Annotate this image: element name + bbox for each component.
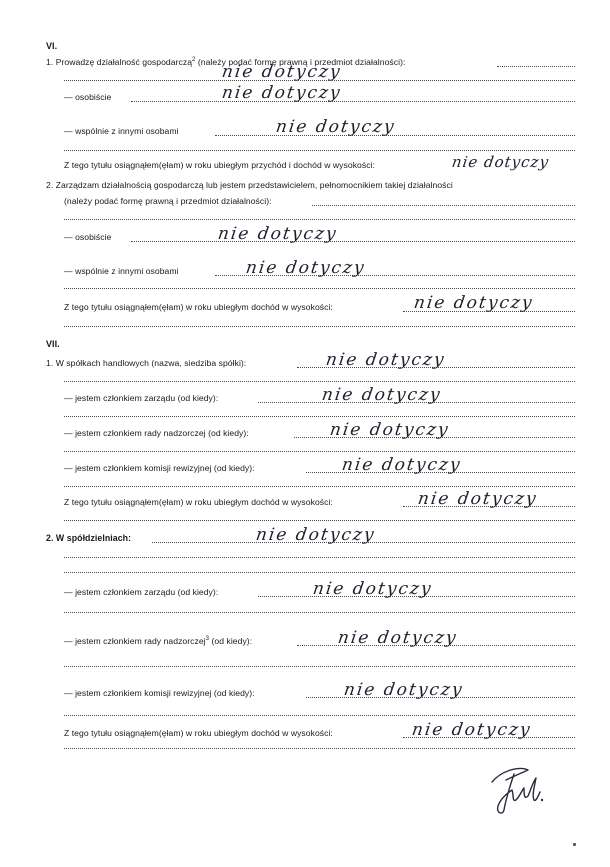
vi-item2-income-answer: nie dotyczy [412, 293, 535, 313]
vi-item2-osobiscie-answer: nie dotyczy [216, 224, 339, 244]
dotted-line [64, 748, 575, 749]
dotted-line [64, 666, 575, 667]
dotted-line [64, 80, 575, 81]
vii-item1-zarzad-answer: nie dotyczy [320, 385, 443, 405]
signature-image [484, 760, 550, 820]
vi-item1-osobiscie-answer: nie dotyczy [220, 83, 343, 103]
vi-item2-wspolnie-label: — wspólnie z innymi osobami [64, 266, 179, 276]
vi-item2-label-line2: (należy podać formę prawną i przedmiot działalności): [64, 196, 272, 206]
dotted-line [497, 66, 575, 67]
vii-item2-zarzad-answer: nie dotyczy [311, 579, 434, 599]
vii-item2-label: 2. W spółdzielniach: [46, 533, 132, 543]
vi-item1-wspolnie-label: — wspólnie z innymi osobami [64, 126, 179, 136]
dotted-line [64, 288, 575, 289]
vii-item2-answer: nie dotyczy [254, 525, 377, 545]
vii-item2-komisja-answer: nie dotyczy [342, 680, 465, 700]
vi-item2-income-label: Z tego tytułu osiągnąłem(ęłam) w roku ubiegłym dochód w wysokości: [64, 302, 333, 312]
dotted-line [215, 135, 575, 136]
dotted-line [64, 557, 575, 558]
dotted-line [64, 715, 575, 716]
vi-item1-osobiscie-label: — osobiście [64, 92, 112, 102]
vii-item1-label: 1. W spółkach handlowych (nazwa, siedziba spółki): [46, 358, 247, 368]
vii-item1-answer: nie dotyczy [324, 350, 447, 370]
dotted-line [64, 520, 575, 521]
vi-item2-osobiscie-label: — osobiście [64, 232, 112, 242]
dotted-line [64, 572, 575, 573]
dotted-line [312, 205, 575, 206]
vii-item2-rada-answer: nie dotyczy [336, 628, 459, 648]
dotted-line [64, 416, 575, 417]
vii-item1-komisja-answer: nie dotyczy [340, 455, 463, 475]
vi-item1-label: 1. Prowadzę działalność gospodarczą$^2$ (należy podać formę prawną i przedmiot działalności): [46, 57, 406, 67]
vii-item1-income-answer: nie dotyczy [416, 489, 539, 509]
dotted-line [131, 101, 575, 102]
vii-item1-zarzad-label: — jestem członkiem zarządu (od kiedy): [64, 393, 219, 403]
section-vii-heading: VII. [46, 339, 60, 349]
vii-item1-income-label: Z tego tytułu osiągnąłem(ęłam) w roku ubiegłym dochód w wysokości: [64, 497, 333, 507]
dotted-line [64, 326, 575, 327]
vi-item2-label-line1: 2. Zarządzam działalnością gospodarczą lub jestem przedstawicielem, pełnomocnikiem takiej działalności [46, 180, 453, 190]
dotted-line [64, 381, 575, 382]
dotted-line [131, 241, 575, 242]
dotted-line [64, 150, 575, 151]
vii-item2-komisja-label: — jestem członkiem komisji rewizyjnej (od kiedy): [64, 688, 255, 698]
dotted-line [64, 612, 575, 613]
page-mark [573, 843, 576, 846]
vii-item1-komisja-label: — jestem członkiem komisji rewizyjnej (od kiedy): [64, 463, 255, 473]
vii-item2-income-label: Z tego tytułu osiągnąłem(ęłam) w roku ubiegłym dochód w wysokości: [64, 728, 333, 738]
vii-item2-income-answer: nie dotyczy [410, 720, 533, 740]
vi-item1-income-answer: nie dotyczy [450, 153, 551, 171]
vi-item1-wspolnie-answer: nie dotyczy [274, 117, 397, 137]
dotted-line [64, 219, 575, 220]
vii-item1-rada-answer: nie dotyczy [328, 420, 451, 440]
vi-item1-income-label: Z tego tytułu osiągnąłem(ęłam) w roku ubiegłym przychód i dochód w wysokości: [64, 160, 375, 170]
dotted-line [64, 486, 575, 487]
vii-item2-zarzad-label: — jestem członkiem zarządu (od kiedy): [64, 587, 219, 597]
section-vi-heading: VI. [46, 41, 58, 51]
vii-item1-rada-label: — jestem członkiem rady nadzorczej (od kiedy): [64, 428, 249, 438]
dotted-line [64, 451, 575, 452]
vii-item2-rada-label: — jestem członkiem rady nadzorczej$^3$ (od kiedy): [64, 636, 253, 646]
vi-item2-wspolnie-answer: nie dotyczy [244, 258, 367, 278]
vi-item1-answer: nie dotyczy [220, 62, 343, 82]
